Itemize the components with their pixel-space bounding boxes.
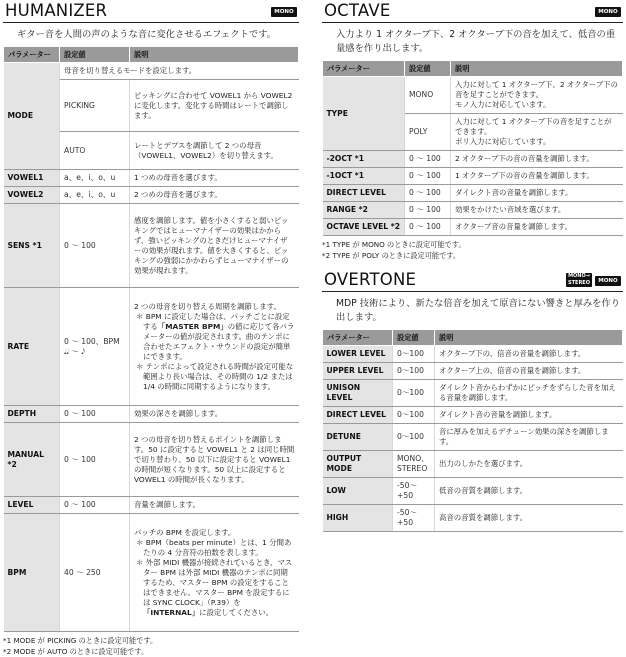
- desc-detune: 音に厚みを加えるデチューン効果の深さを調節します。: [435, 424, 623, 451]
- value-level: 0 ～ 100: [60, 497, 130, 514]
- desc-poly-sub: ポリ入力に対応しています。: [455, 137, 551, 146]
- table-row: [323, 185, 623, 202]
- header-desc: 説明: [130, 47, 299, 63]
- value-high: -50～+50: [393, 505, 435, 532]
- rate-bullet-1-text: BPM に設定した場合は、パッチごとに設定する: [143, 312, 290, 331]
- value-upper-level: 0～100: [393, 363, 435, 380]
- table-row: [4, 406, 299, 423]
- param-upper-level: UPPER LEVEL: [323, 363, 393, 380]
- mono-stereo-badge: [566, 273, 592, 287]
- bpm-bullet-1: ＊ BPM（beats per minute）とは、1 分間あたりの 4 分音符の拍数を表します。: [134, 538, 295, 558]
- value-mono: MONO: [405, 77, 451, 114]
- bpm-desc: パッチの BPM を設定します。: [134, 528, 235, 537]
- param-rate: RATE: [4, 288, 60, 406]
- param-unison-level: UNISON LEVEL: [323, 380, 393, 407]
- mono-badge: MONO: [595, 7, 621, 17]
- desc-level: 音量を調節します。: [130, 497, 299, 514]
- humanizer-table: [3, 46, 299, 632]
- table-row: [4, 187, 299, 204]
- internal-key: 「INTERNAL」: [143, 608, 199, 617]
- rate-bullet-1: ＊ BPM に設定した場合は、パッチごとに設定する「MASTER BPM」の値に応じて各パラメーターの値が設定されます。曲のテンポに合わせたエフェクト・サウンドの設定が簡単にできます。: [134, 312, 295, 362]
- humanizer-section: [3, 0, 299, 657]
- header-value: 設定値: [405, 61, 451, 77]
- rate-desc: 2 つの母音を切り替える周期を調節します。: [134, 302, 281, 311]
- humanizer-header: [3, 0, 299, 23]
- desc-rate: [130, 288, 299, 406]
- param-output-mode: OUTPUT MODE: [323, 451, 393, 478]
- table-row: [4, 170, 299, 187]
- value-poly: POLY: [405, 114, 451, 151]
- overtone-table: [322, 329, 623, 532]
- param-lower-level: LOWER LEVEL: [323, 346, 393, 363]
- value-low: -50～+50: [393, 478, 435, 505]
- rate-bullet-2-text: テンポによって設定される時間が設定可能な範囲より長い場合は、その時間の 1/2 または 1/4 の時間に同期するようになります。: [143, 362, 293, 391]
- desc-vowel1: 1 つめの母音を選びます。: [130, 170, 299, 187]
- rate-bullet-1-post: の値に応じて各パラメーターの値が設定されます。曲のテンポに合わせたエフェクト・サウンドの設定が簡単にできます。: [143, 322, 294, 361]
- desc-octave-level: オクターブ音の音量を調節します。: [451, 219, 623, 236]
- table-row: [323, 451, 623, 478]
- desc-direct-level: ダイレクト音の音量を調節します。: [451, 185, 623, 202]
- header-param: パラメーター: [323, 61, 405, 77]
- header-param: パラメーター: [4, 47, 60, 63]
- table-row: [323, 407, 623, 424]
- table-row: [4, 204, 299, 288]
- param-bpm: BPM: [4, 514, 60, 632]
- value-direct-level: 0 ～ 100: [405, 185, 451, 202]
- note-2: *2 TYPE が POLY のときに設定可能です。: [322, 251, 623, 262]
- rate-bullet-2: ＊ テンポによって設定される時間が設定可能な範囲より長い場合は、その時間の 1/2 または 1/4 の時間に同期するようになります。: [134, 362, 295, 392]
- desc-direct-level: ダイレクト音の音量を調節します。: [435, 407, 623, 424]
- table-row: [4, 288, 299, 406]
- value-rate: 0 ～ 100、BPM 𝅘𝅥𝅘𝅥 ～ 𝅘𝅥𝅮: [60, 288, 130, 406]
- desc-sens: 感度を調節します。値を小さくすると弱いピッキングではヒューマナイザーの効果はかからず、強いピッキングのときだけヒューマナイザーの効果が現れます。値を大きくすると、ピッキングの強弱にかかわらずヒューマナイザーの効果が現れます。: [130, 204, 299, 288]
- value-unison-level: 0～100: [393, 380, 435, 407]
- overtone-header: [322, 269, 623, 292]
- param-range: RANGE *2: [323, 202, 405, 219]
- value-depth: 0 ～ 100: [60, 406, 130, 423]
- desc-2oct: 2 オクターブ下の音の音量を調節します。: [451, 151, 623, 168]
- table-row: [323, 168, 623, 185]
- table-row: [4, 423, 299, 497]
- octave-title: OCTAVE: [324, 0, 390, 22]
- value-manual: 0 ～ 100: [60, 423, 130, 497]
- bpm-bullet-2-post: に設定してください。: [199, 608, 273, 617]
- desc-high: 高音の音質を調節します。: [435, 505, 623, 532]
- param-high: HIGH: [323, 505, 393, 532]
- desc-vowel2: 2 つめの母音を選びます。: [130, 187, 299, 204]
- humanizer-title: HUMANIZER: [5, 0, 107, 22]
- note-2: *2 MODE が AUTO のときに設定可能です。: [3, 647, 299, 657]
- value-octave-level: 0 ～ 100: [405, 219, 451, 236]
- param-depth: DEPTH: [4, 406, 60, 423]
- table-row: [323, 219, 623, 236]
- table-header-row: [4, 47, 299, 63]
- desc-upper-level: オクターブ上の、倍音の音量を調節します。: [435, 363, 623, 380]
- octave-notes: [322, 240, 623, 261]
- table-row: [323, 346, 623, 363]
- table-row: [4, 497, 299, 514]
- mode-desc: 母音を切り替えるモードを設定します。: [60, 63, 299, 80]
- value-1oct: 0 ～ 100: [405, 168, 451, 185]
- table-row: [323, 363, 623, 380]
- mono-badge: MONO: [595, 276, 621, 286]
- mono-badge: MONO: [271, 7, 297, 17]
- table-row: [4, 514, 299, 632]
- header-desc: 説明: [435, 330, 623, 346]
- param-manual: MANUAL *2: [4, 423, 60, 497]
- table-row: [323, 202, 623, 219]
- param-octave-level: OCTAVE LEVEL *2: [323, 219, 405, 236]
- desc-unison-level: ダイレクト音からわずかにピッチをずらした音を加える音量を調節します。: [435, 380, 623, 407]
- bpm-bullet-2: ＊ 外部 MIDI 機器が接続されているとき、マスター BPM は外部 MIDI 機器のテンポに同期するため、マスター BPM の設定をすることはできません。マスター BPM を設定するには SYNC CLOCK」（P.39）を「INTERNAL」に設定してください。: [134, 558, 295, 618]
- value-sens: 0 ～ 100: [60, 204, 130, 288]
- bpm-bullet-2-text: 外部 MIDI 機器が接続されているとき、マスター BPM は外部 MIDI 機器のテンポに同期するため、マスター BPM の設定をすることはできません。マスター BPM を設定するには SYNC CLOCK」（P.39）を: [143, 558, 292, 607]
- overtone-intro: MDP 技術により、新たな倍音を加えて原音にない響きと厚みを作り出します。: [322, 297, 623, 325]
- header-desc: 説明: [451, 61, 623, 77]
- table-header-row: [323, 61, 623, 77]
- value-direct-level: 0～100: [393, 407, 435, 424]
- value-auto: AUTO: [60, 132, 130, 170]
- header-param: パラメーター: [323, 330, 393, 346]
- desc-poly: [451, 114, 623, 151]
- octave-table: [322, 60, 623, 236]
- value-output-mode: MONO、STEREO: [393, 451, 435, 478]
- desc-low: 低音の音質を調節します。: [435, 478, 623, 505]
- param-mode: MODE: [4, 63, 60, 170]
- desc-picking: ピッキングに合わせて VOWEL1 から VOWEL2 に変化します。変化する時間はレートで調節します。: [130, 80, 299, 132]
- param-direct-level: DIRECT LEVEL: [323, 185, 405, 202]
- param-type: TYPE: [323, 77, 405, 151]
- param-vowel2: VOWEL2: [4, 187, 60, 204]
- table-row: [323, 151, 623, 168]
- humanizer-notes: [3, 636, 299, 657]
- param-detune: DETUNE: [323, 424, 393, 451]
- value-2oct: 0 ～ 100: [405, 151, 451, 168]
- bpm-bullet-1-text: BPM（beats per minute）とは、1 分間あたりの 4 分音符の拍数を表します。: [143, 538, 291, 557]
- desc-lower-level: オクターブ下の、倍音の音量を調節します。: [435, 346, 623, 363]
- param-1oct: -1OCT *1: [323, 168, 405, 185]
- badge-mono-text: MONO: [568, 273, 586, 279]
- value-bpm: 40 ～ 250: [60, 514, 130, 632]
- note-1: *1 TYPE が MONO のときに設定可能です。: [322, 240, 623, 251]
- humanizer-intro: ギター音を人間の声のような音に変化させるエフェクトです。: [3, 28, 299, 42]
- value-picking: PICKING: [60, 80, 130, 132]
- table-header-row: [323, 330, 623, 346]
- desc-manual: 2 つの母音を切り替えるポイントを調節します。50 に設定すると VOWEL1 と 2 は同じ時間で切り替わり、50 以下に設定すると VOWEL1 の時間が短くなります。50 以上に設定すると VOWEL1 の時間が長くなります。: [130, 423, 299, 497]
- desc-range: 効果をかけたい音域を選びます。: [451, 202, 623, 219]
- badge-arrow-text: →: [586, 273, 590, 279]
- table-row: [323, 505, 623, 532]
- param-level: LEVEL: [4, 497, 60, 514]
- desc-auto: レートとデプスを調節して 2 つの母音（VOWEL1、VOWEL2）を切り替えます。: [130, 132, 299, 170]
- master-bpm-key: 「MASTER BPM」: [158, 322, 228, 331]
- param-2oct: -2OCT *1: [323, 151, 405, 168]
- value-vowel1: a、e、i、o、u: [60, 170, 130, 187]
- desc-depth: 効果の深さを調節します。: [130, 406, 299, 423]
- desc-mono: [451, 77, 623, 114]
- table-row: [323, 478, 623, 505]
- value-range: 0 ～ 100: [405, 202, 451, 219]
- desc-mono-sub: モノ入力に対応しています。: [455, 100, 550, 109]
- header-value: 設定値: [393, 330, 435, 346]
- desc-poly-text: 入力に対して 1 オクターブ下の音を足すことができます。: [455, 117, 612, 136]
- desc-mono-text: 入力に対して 1 オクターブ下、2 オクターブ下の音を足すことができます。: [455, 80, 618, 99]
- param-vowel1: VOWEL1: [4, 170, 60, 187]
- param-low: LOW: [323, 478, 393, 505]
- overtone-title: OVERTONE: [324, 269, 416, 291]
- desc-output-mode: 出力のしかたを選びます。: [435, 451, 623, 478]
- octave-intro: 入力より 1 オクターブ下、2 オクターブ下の音を加えて、低音の重量感を作り出します。: [322, 28, 623, 56]
- note-1: *1 MODE が PICKING のときに設定可能です。: [3, 636, 299, 647]
- param-sens: SENS *1: [4, 204, 60, 288]
- value-lower-level: 0～100: [393, 346, 435, 363]
- octave-header: [322, 0, 623, 23]
- table-row: [4, 63, 299, 80]
- right-column: [322, 0, 623, 532]
- table-row: [323, 380, 623, 407]
- param-direct-level: DIRECT LEVEL: [323, 407, 393, 424]
- table-row: [323, 77, 623, 114]
- badge-stereo-text: STEREO: [568, 280, 590, 286]
- desc-1oct: 1 オクターブ下の音の音量を調節します。: [451, 168, 623, 185]
- value-detune: 0～100: [393, 424, 435, 451]
- value-vowel2: a、e、i、o、u: [60, 187, 130, 204]
- table-row: [323, 424, 623, 451]
- desc-bpm: [130, 514, 299, 632]
- header-value: 設定値: [60, 47, 130, 63]
